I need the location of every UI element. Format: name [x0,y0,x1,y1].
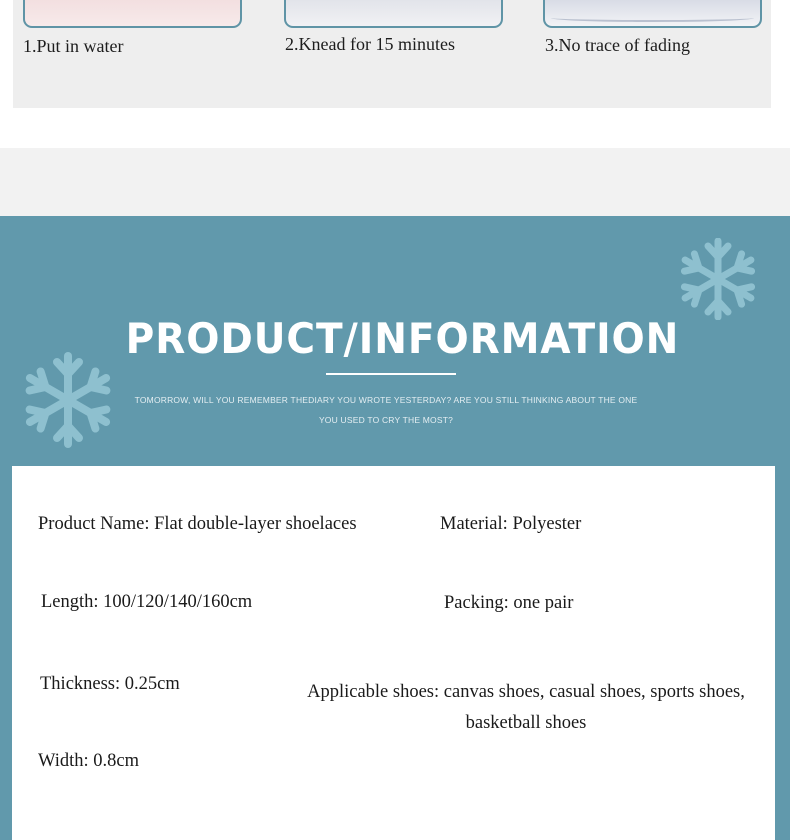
spec-value: 0.8cm [93,751,139,771]
spec-label: Product Name: [38,514,150,534]
step-photo-knead [284,0,503,28]
section-subtitle: TOMORROW, WILL YOU REMEMBER THEDIARY YOU WROTE YESTERDAY? ARE YOU STILL THINKING ABOUT THE ONE YOU USED TO CRY THE MOST? [134,395,638,425]
spec-value: 0.25cm [124,674,180,694]
product-information-section [0,216,790,840]
spec-value: Polyester [512,514,582,534]
spec-value: canvas shoes, casual shoes, sports shoes, basketball shoes [443,682,745,733]
spec-width [38,751,139,772]
title-divider [326,373,456,375]
snowflake-icon [674,238,762,320]
spec-material [440,514,581,535]
step-caption: 2.Knead for 15 minutes [285,34,455,54]
spec-label: Packing: [444,593,509,613]
spec-applicable-shoes [280,677,772,739]
spec-card [12,466,775,840]
spec-label: Width: [38,751,89,771]
step-caption: 1.Put in water [23,36,124,56]
spec-length [41,592,252,613]
spec-thickness [40,674,180,695]
spec-packing [444,593,573,614]
step-photo-put-in-water [23,0,242,28]
step-caption: 3.No trace of fading [545,35,690,55]
wash-steps-panel [13,0,771,108]
spec-label: Material: [440,514,508,534]
spec-value: 100/120/140/160cm [103,592,253,612]
spec-value: Flat double-layer shoelaces [154,514,357,534]
spec-label: Thickness: [40,674,121,694]
spec-label: Applicable shoes: [307,682,440,702]
separator-band [0,148,790,216]
spec-label: Length: [41,592,99,612]
spec-product-name [38,514,357,535]
section-title: PRODUCT/INFORMATION [125,314,680,363]
step-photo-no-fading [543,0,762,28]
spec-value: one pair [513,593,574,613]
snowflake-icon [16,352,120,448]
